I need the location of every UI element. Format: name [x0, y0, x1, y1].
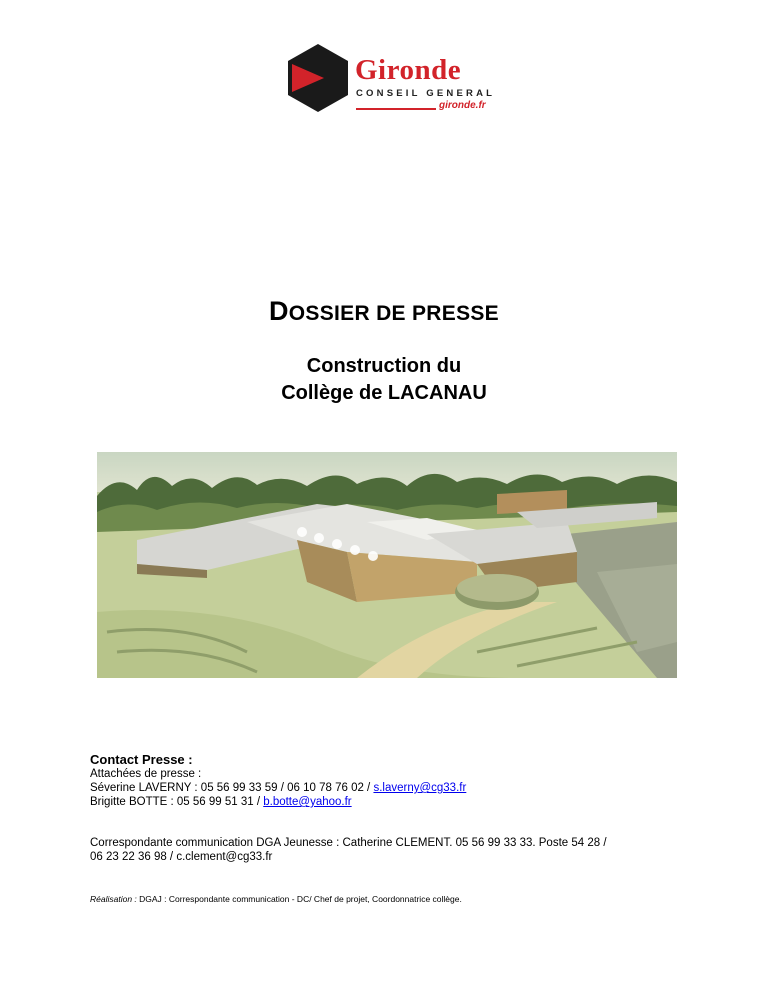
college-rendering-image — [97, 452, 677, 678]
logo-underline — [356, 108, 436, 110]
attachees-label: Attachées de presse : — [90, 768, 202, 780]
logo-name: Gironde — [355, 54, 462, 86]
realisation-label: Réalisation : — [90, 894, 137, 904]
title-first-letter: D — [268, 296, 289, 326]
subtitle-line-1: Construction du — [306, 355, 462, 377]
page-subtitle — [0, 353, 768, 407]
subtitle-line-2: Collège de LACANAU — [281, 382, 487, 404]
logo-url: gironde.fr — [439, 100, 486, 111]
contact-section — [90, 752, 690, 809]
brigitte-phone: Brigitte BOTTE : 05 56 99 51 31 / — [90, 796, 264, 808]
logo-subtitle: CONSEIL GENERAL — [356, 88, 496, 99]
severine-email-link[interactable]: s.laverny@cg33.fr — [373, 782, 467, 794]
dga-line-2: 06 23 22 36 98 / c.clement@cg33.fr — [90, 851, 273, 863]
page-title — [0, 296, 768, 327]
contact-brigitte — [90, 795, 690, 809]
brigitte-email-link[interactable]: b.botte@yahoo.fr — [263, 796, 352, 808]
contact-heading: Contact Presse : — [90, 752, 193, 767]
dga-contact — [90, 836, 690, 864]
gironde-hexagon-icon — [282, 42, 354, 114]
gironde-logo — [282, 42, 502, 114]
dga-line-1: Correspondante communication DGA Jeunesse : Catherine CLEMENT. 05 56 99 33 33. Poste 54 28 / — [90, 837, 607, 849]
contact-severine — [90, 781, 690, 795]
severine-phone: Séverine LAVERNY : 05 56 99 33 59 / 06 10 78 76 02 / — [90, 782, 374, 794]
realisation-credit — [90, 894, 462, 905]
title-rest: OSSIER DE PRESSE — [288, 302, 499, 325]
realisation-text: DGAJ : Correspondante communication - DC/ Chef de projet, Coordonnatrice collège. — [136, 894, 462, 904]
